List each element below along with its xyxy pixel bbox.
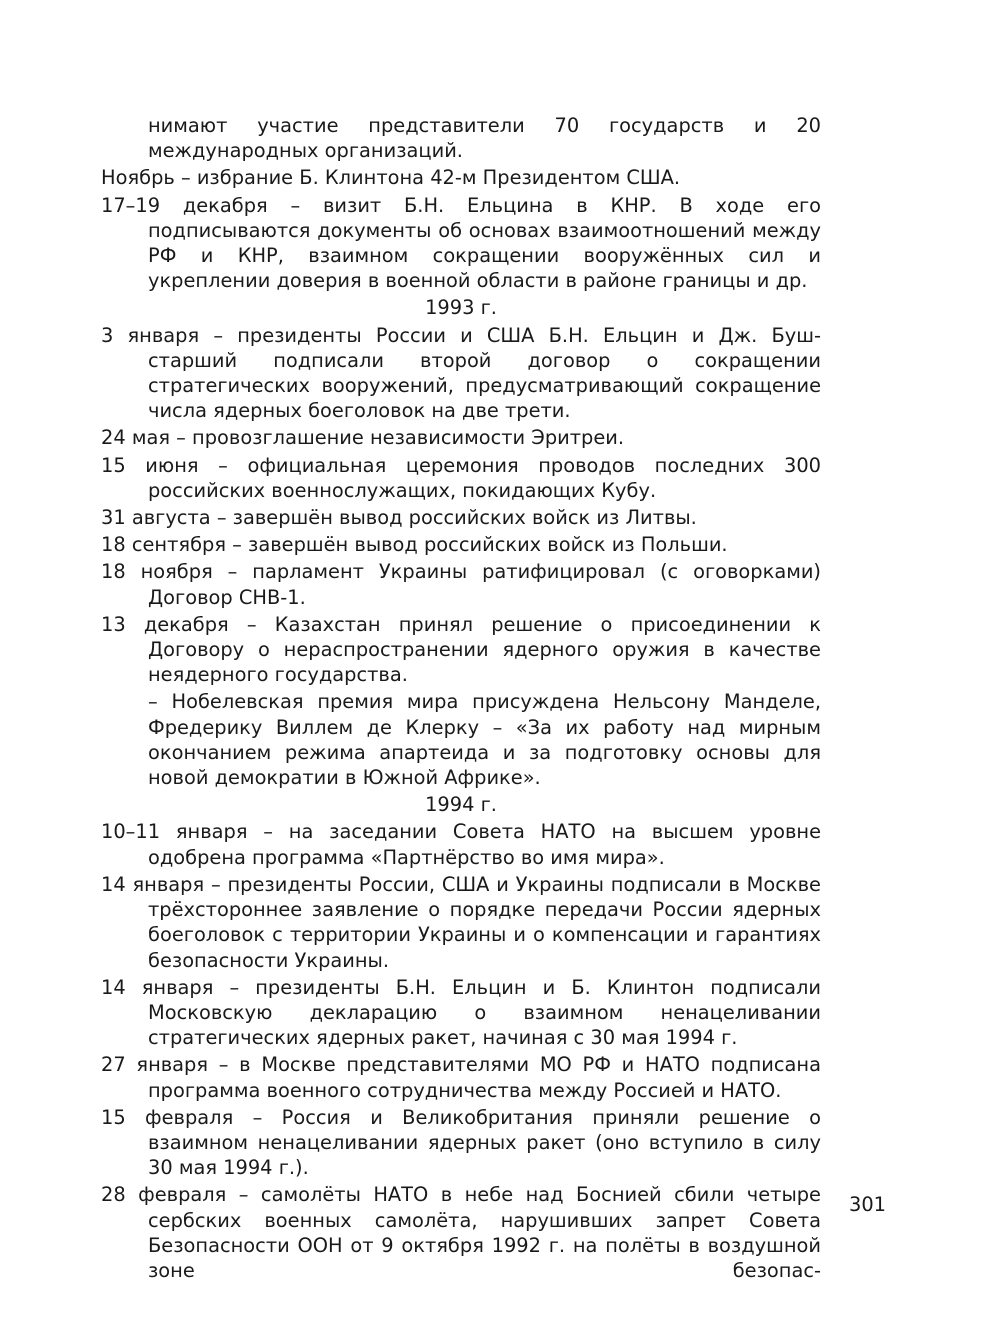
list-item: – Нобелевская премия мира присуждена Нельсону Манделе, Фредерику Виллем де Клерку – «За их работу над мирным окончанием режима апартеида и за подготовку основы для новой демократии в Южной Африке». [148, 690, 821, 790]
list-item: 15 февраля – Россия и Великобритания приняли решение о взаимном ненацеливании ядерных ракет (оно вступило в силу 30 мая 1994 г.). [101, 1105, 821, 1180]
list-item: 27 января – в Москве представителями МО РФ и НАТО подписана программа военного сотрудничества между Россией и НАТО. [101, 1053, 821, 1102]
list-item: нимают участие представители 70 государств и 20 международных организаций. [148, 114, 821, 163]
year-heading-1994: 1994 г. [425, 793, 497, 817]
list-item: 3 января – президенты России и США Б.Н. Ельцин и Дж. Буш-старший подписали второй договор о сокращении стратегических вооружений, предусматривающий сокращение числа ядерных боеголовок на две трети. [101, 323, 821, 423]
year-heading-1993: 1993 г. [425, 296, 497, 320]
page-number: 301 [849, 1193, 887, 1216]
list-item: 13 декабря – Казахстан принял решение о присоединении к Договору о нераспространении ядерного оружия в качестве неядерного государства. [101, 612, 821, 687]
list-item: 24 мая – провозглашение независимости Эритреи. [101, 426, 625, 450]
list-item: Ноябрь – избрание Б. Клинтона 42-м Президентом США. [101, 166, 681, 190]
list-item: 14 января – президенты России, США и Украины подписали в Москве трёхстороннее заявление о порядке передачи России ядерных боеголовок с территории Украины и о компенсации и гарантиях безопасности Украины. [101, 872, 821, 972]
list-item: 28 февраля – самолёты НАТО в небе над Боснией сбили четыре сербских военных самолёта, нарушивших запрет Совета Безопасности ООН от 9 октября 1992 г. на полёты в воздушной зоне безопас- [101, 1183, 821, 1282]
list-item: 31 августа – завершён вывод российских войск из Литвы. [101, 506, 697, 530]
list-item: 15 июня – официальная церемония проводов последних 300 российских военнослужащих, покидающих Кубу. [101, 453, 821, 502]
page-body [101, 113, 821, 1285]
list-item: 18 сентября – завершён вывод российских войск из Польши. [101, 533, 728, 557]
list-item: 17–19 декабря – визит Б.Н. Ельцина в КНР. В ходе его подписываются документы об основах взаимоотношений между РФ и КНР, взаимном сокращении вооружённых сил и укреплении доверия в военной области в районе границы и др. [101, 193, 821, 293]
list-item: 10–11 января – на заседании Совета НАТО на высшем уровне одобрена программа «Партнёрство во имя мира». [101, 820, 821, 869]
list-item: 18 ноября – парламент Украины ратифицировал (с оговорками) Договор СНВ-1. [101, 560, 821, 609]
list-item: 14 января – президенты Б.Н. Ельцин и Б. Клинтон подписали Московскую декларацию о взаимном ненацеливании стратегических ядерных ракет, начиная с 30 мая 1994 г. [101, 975, 821, 1050]
